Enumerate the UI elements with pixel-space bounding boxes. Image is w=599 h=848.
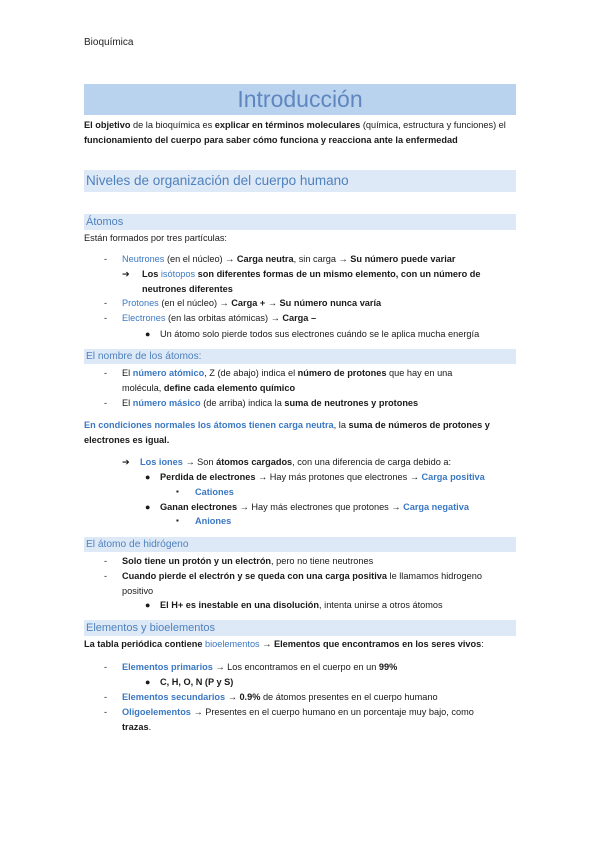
dash-bullet: - [104,313,108,323]
term-oligoelementos: Oligoelementos [122,707,191,717]
text: (en el núcleo) → [158,298,232,308]
document-title: Introducción [237,86,363,112]
text: (en el núcleo) → [164,254,237,264]
dash-bullet: - [104,298,108,308]
text: (en las orbitas atómicas) → [165,313,283,323]
text: que hay en una [386,368,453,378]
dot-bullet: ● [145,472,151,482]
atomos-lead: Están formados por tres partículas: [84,233,227,243]
intro-bold-1: El objetivo [84,120,131,130]
highlight-condiciones: En condiciones normales los átomos tienen carga neutra [84,420,334,430]
intro-text-2: (química, estructura y funciones) el [360,120,506,130]
dash-bullet: - [104,662,108,672]
bold-text: Carga – [282,313,317,323]
term-carga-positiva: Carga positiva [421,472,485,482]
intro-paragraph [84,118,516,147]
bold-text: trazas [122,722,149,732]
bold-text: número de protones [297,368,387,378]
subheading-hidrogeno [84,537,516,552]
bold-text: Carga neutra [236,254,294,264]
subheading-text: Átomos [86,216,124,228]
text: , con una diferencia de carga debido a: [292,457,452,467]
dot-bullet: ● [145,677,151,687]
text: El [122,368,133,378]
term-iones: Los iones [140,457,183,467]
text: , Z (de abajo) indica el [204,368,298,378]
subheading-text: El átomo de hidrógeno [86,539,189,550]
text: , intenta unirse a otros átomos [319,600,443,610]
text: positivo [122,586,154,596]
text: molécula, [122,383,164,393]
subheading-atomos [84,214,516,230]
document-title-bar [84,84,516,115]
text: El [122,398,133,408]
bold-text: 0.9% [239,692,261,702]
bold-text: define cada elemento químico [163,383,296,393]
bold-text: Carga + → Su número nunca varía [231,298,382,308]
subheading-elementos [84,620,516,636]
bold-text: Perdida de electrones [160,472,256,482]
bold-text: suma de números de protones y [348,420,490,430]
bold-text: electrones es igual. [84,435,170,445]
term-isotopos: isótopos [160,269,196,279]
dash-bullet: - [104,571,108,581]
text: . [148,722,152,732]
bold-text: La tabla periódica contiene [84,639,205,649]
intro-bold-3: funcionamiento del cuerpo para saber cómo funciona y reacciona ante la enfermedad [84,134,458,145]
dot-bullet: ● [145,329,151,339]
text: → Son [182,457,217,467]
bold-text: neutrones diferentes [142,284,233,294]
bold-text: C, H, O, N (P y S) [160,677,234,687]
bold-text: Solo tiene un protón y un electrón [122,556,272,566]
bold-text: son diferentes formas de un mismo elemento, con un número de [195,269,481,279]
term-bioelementos: bioelementos [205,639,260,649]
term-aniones: Aniones [195,516,232,526]
running-header: Bioquímica [84,37,134,48]
dot-bullet: ● [145,502,151,512]
square-bullet: ▪ [176,516,179,525]
text: → Hay más electrones que protones → [237,502,404,512]
text: , pero no tiene neutrones [271,556,374,566]
text: → [259,639,274,649]
section-heading-niveles [84,170,516,192]
bold-text: El H+ es inestable en una disolución [160,600,320,610]
term-elementos-primarios: Elementos primarios [122,662,213,672]
bold-text: átomos cargados [216,457,293,467]
bold-text: 99% [378,662,398,672]
bold-text: Los [142,269,161,279]
dash-bullet: - [104,368,108,378]
dot-bullet: ● [145,600,151,610]
term-protones: Protones [122,298,159,308]
intro-bold-2: explicar en términos moleculares [214,120,361,130]
section-heading-text: Niveles de organización del cuerpo humano [86,173,349,188]
term-cationes: Cationes [195,487,234,497]
text: : [481,639,484,649]
bold-text: Cuando pierde el electrón y se queda con una carga positiva [122,571,387,581]
term-numero-atomico: número atómico [132,368,205,378]
text: → Los encontramos en el cuerpo en un [212,662,379,672]
subheading-nombre [84,349,516,364]
intro-text-1: de la bioquímica es [130,120,215,130]
term-numero-masico: número másico [132,398,201,408]
dash-bullet: - [104,556,108,566]
dash-bullet: - [104,707,108,717]
arrow-bullet-icon: ➔ [122,269,130,279]
dash-bullet: - [104,254,108,264]
term-electrones: Electrones [122,313,166,323]
arrow-bullet-icon: ➔ [122,457,130,467]
term-elementos-secundarios: Elementos secundarios [122,692,226,702]
text: (de arriba) indica la [200,398,285,408]
bold-text: Su número puede variar [350,254,456,264]
text: , la [333,420,349,430]
term-carga-negativa: Carga negativa [403,502,469,512]
text: → [225,692,240,702]
text: de átomos presentes en el cuerpo humano [260,692,438,702]
subheading-text: Elementos y bioelementos [86,622,216,634]
text: Un átomo solo pierde todos sus electrones cuándo se le aplica mucha energía [160,329,480,339]
bold-text: Elementos que encontramos en los seres vivos [273,639,482,649]
subheading-text: El nombre de los átomos: [86,351,202,362]
dash-bullet: - [104,398,108,408]
text: , sin carga → [293,254,351,264]
bold-text: Ganan electrones [160,502,238,512]
square-bullet: ▪ [176,487,179,496]
term-neutrones: Neutrones [122,254,165,264]
bold-text: suma de neutrones y protones [284,398,419,408]
text: → Presentes en el cuerpo humano en un porcentaje muy bajo, como [190,707,474,717]
text: → Hay más protones que electrones → [255,472,422,482]
text: le llamamos hidrogeno [386,571,482,581]
dash-bullet: - [104,692,108,702]
